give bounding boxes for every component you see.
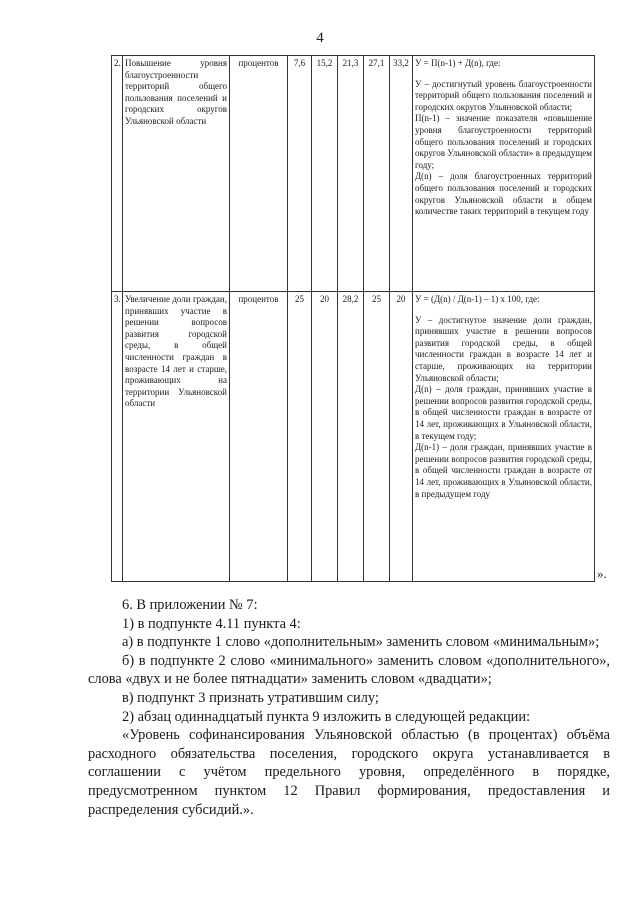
closing-quote-mark: ». bbox=[597, 566, 607, 581]
formula-gap bbox=[415, 306, 592, 315]
paragraph: «Уровень софинансирования Ульяновской областью (в процентах) объёма расходного обязательства поселения, городского округа устанавливается в соглашении с учётом предельного уровня, определённого в порядке, предусмотренном пунктом 12 Правил формирования, предоставления и распределения субсидий.». bbox=[88, 727, 610, 818]
value-cell: 15,2 bbox=[312, 56, 338, 292]
indicator-name: Увеличение доли граждан, принявших участие в решении вопросов развития городской среды, в общей численности граждан в возрасте 14 лет и старше, проживающих на территории Ульяновской области bbox=[123, 292, 230, 582]
formula-text: У – достигнутый уровень благоустроенности территорий общего пользования поселений и городских округов Ульяновской области; bbox=[415, 78, 592, 112]
formula-text: Д(n) – доля граждан, принявших участие в решении вопросов развития городской среды, в общей численности граждан в возрасте от 14 лет, проживающих в Ульяновской области, в текущем году; bbox=[415, 384, 592, 441]
paragraph: 6. В приложении № 7: bbox=[122, 597, 258, 613]
value-cell: 20 bbox=[390, 292, 413, 582]
row-number: 3. bbox=[112, 292, 123, 582]
value-cell: 33,2 bbox=[390, 56, 413, 292]
indicators-table bbox=[111, 55, 595, 582]
formula-text: У = П(n-1) + Д(n), где: bbox=[415, 58, 501, 68]
formula-text: У – достигнутое значение доли граждан, принявших участие в решении вопросов развития городской среды, в общей численности граждан в возрасте 14 лет и старше, проживающих на территории Ульяновской области; bbox=[415, 314, 592, 383]
paragraph: б) в подпункте 2 слово «минимального» заменить словом «дополнительного», слова «двух и не более пятнадцати» заменить словом «двадцати»; bbox=[88, 652, 610, 688]
value-cell: 20 bbox=[312, 292, 338, 582]
paragraph: а) в подпункте 1 слово «дополнительным» заменить словом «минимальным»; bbox=[122, 634, 600, 651]
paragraph: 1) в подпункте 4.11 пункта 4: bbox=[122, 615, 301, 632]
amendment-text bbox=[88, 596, 610, 819]
value-cell: 21,3 bbox=[338, 56, 364, 292]
formula-cell bbox=[413, 292, 595, 582]
formula-gap bbox=[415, 70, 592, 79]
value-cell: 25 bbox=[364, 292, 390, 582]
value-cell: 25 bbox=[288, 292, 312, 582]
value-cell: 7,6 bbox=[288, 56, 312, 292]
paragraph: 2) абзац одиннадцатый пункта 9 изложить в следующей редакции: bbox=[122, 708, 531, 725]
unit-cell: процентов bbox=[230, 292, 288, 582]
value-cell: 27,1 bbox=[364, 56, 390, 292]
table-row bbox=[112, 292, 595, 582]
row-number: 2. bbox=[112, 56, 123, 292]
table-row bbox=[112, 56, 595, 292]
value-cell: 28,2 bbox=[338, 292, 364, 582]
page-number: 4 bbox=[316, 30, 324, 46]
formula-text: У = (Д(n) / Д(n-1) – 1) х 100, где: bbox=[415, 294, 540, 304]
formula-text: Д(n-1) – доля граждан, принявших участие в решении вопросов развития городской среды, в общей численности граждан в возрасте от 14 лет, проживающих в Ульяновской области, в предыдущем году bbox=[415, 442, 592, 499]
paragraph: в) подпункт 3 признать утратившим силу; bbox=[122, 689, 379, 706]
formula-text: П(n-1) – значение показателя «повышение уровня благоустроенности территорий общего пользования поселений и городских округов Ульяновской области» в предыдущем году; bbox=[415, 113, 592, 170]
unit-cell: процентов bbox=[230, 56, 288, 292]
formula-text: Д(n) – доля благоустроенных территорий общего пользования поселений и городских округов Ульяновской области в общем количестве таких территорий в текущем году bbox=[415, 171, 592, 217]
indicator-name: Повышение уровня благоустроенности территорий общего пользования поселений и городских округов Ульяновской области bbox=[123, 56, 230, 292]
formula-cell bbox=[413, 56, 595, 292]
